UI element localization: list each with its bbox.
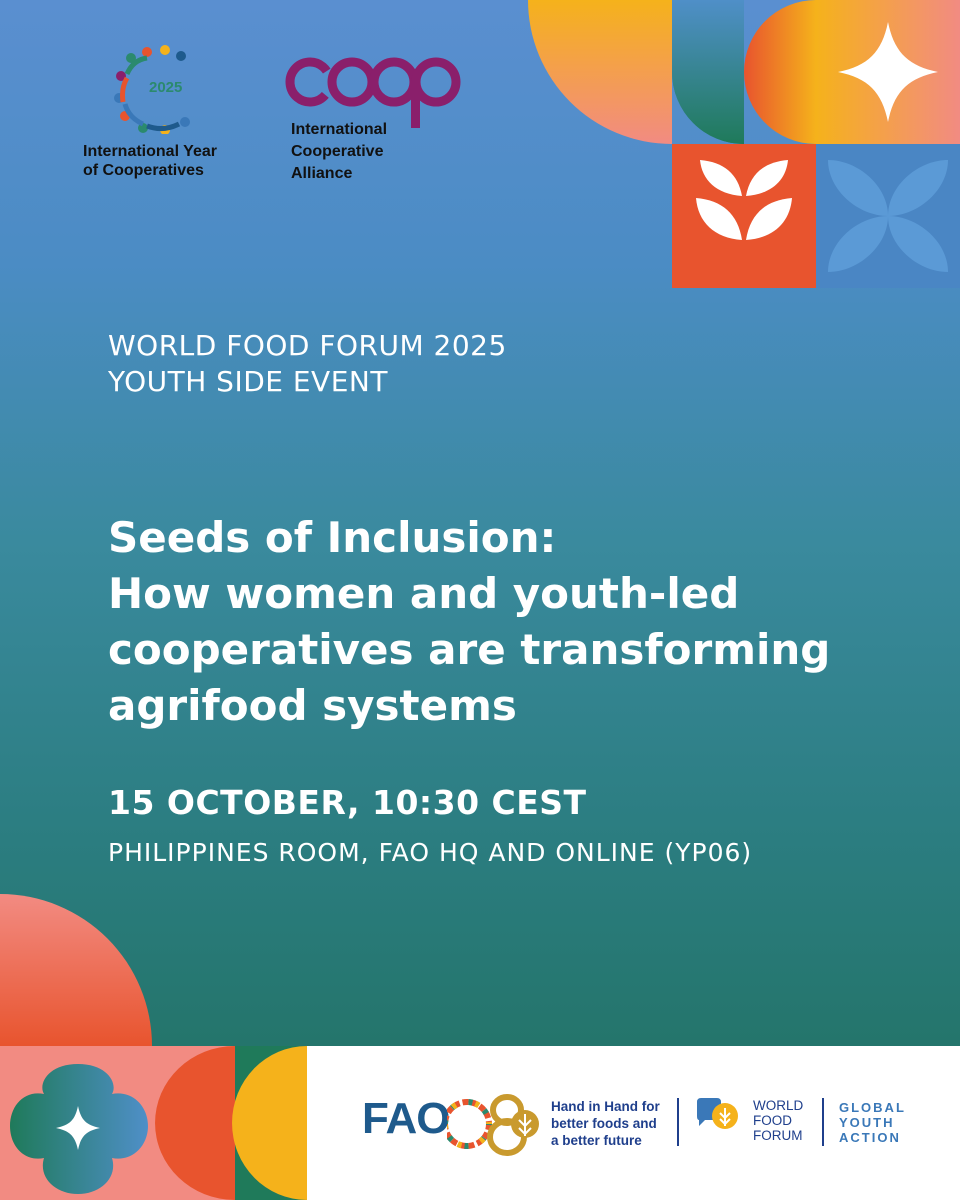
fao-wordmark: FAO [362, 1094, 450, 1143]
wff-name [753, 1098, 803, 1143]
wff-line1: WORLD [753, 1098, 804, 1113]
gya-line2: YOUTH [839, 1115, 895, 1130]
iyc-logo [83, 40, 233, 180]
tagline-line3: a better future [551, 1133, 642, 1148]
event-venue: PHILIPPINES ROOM, FAO HQ AND ONLINE (YP06) [108, 838, 753, 867]
event-title [108, 510, 908, 734]
wff-speech-icon [693, 1096, 745, 1138]
fao80-emblem-icon [447, 1092, 547, 1156]
iyc-name-line2: of Cooperatives [83, 162, 204, 179]
iyc-name-line1: International Year [83, 143, 217, 160]
footer-divider-2 [822, 1098, 824, 1146]
title-line3: cooperatives are transforming [108, 625, 831, 674]
event-date: 15 OCTOBER, 10:30 CEST [108, 783, 587, 822]
footer-partners-bar [307, 1046, 960, 1200]
coop-wordmark [284, 54, 466, 130]
gya-line3: ACTION [839, 1130, 901, 1145]
subtitle-line1: WORLD FOOD FORUM 2025 [108, 329, 507, 362]
wff-line3: FORUM [753, 1128, 803, 1143]
coop-name-line2: Cooperative [291, 143, 384, 160]
title-line1: Seeds of Inclusion: [108, 513, 557, 562]
iyc-year: 2025 [149, 79, 183, 96]
fao-tagline [551, 1098, 660, 1149]
tagline-line2: better foods and [551, 1116, 657, 1131]
title-line2: How women and youth-led [108, 569, 740, 618]
footer-divider [677, 1098, 679, 1146]
subtitle-line2: YOUTH SIDE EVENT [108, 365, 388, 398]
top-right-decoration [528, 0, 960, 290]
coop-name-line3: Alliance [291, 165, 353, 182]
bottom-left-decoration [0, 890, 310, 1200]
coop-name-line1: International [291, 121, 388, 138]
coop-logo [284, 50, 474, 180]
event-subtitle [108, 328, 507, 400]
tagline-line1: Hand in Hand for [551, 1099, 660, 1114]
wff-line2: FOOD [753, 1113, 792, 1128]
title-line4: agrifood systems [108, 681, 517, 730]
gya-name [839, 1100, 906, 1145]
gya-line1: GLOBAL [839, 1100, 906, 1115]
